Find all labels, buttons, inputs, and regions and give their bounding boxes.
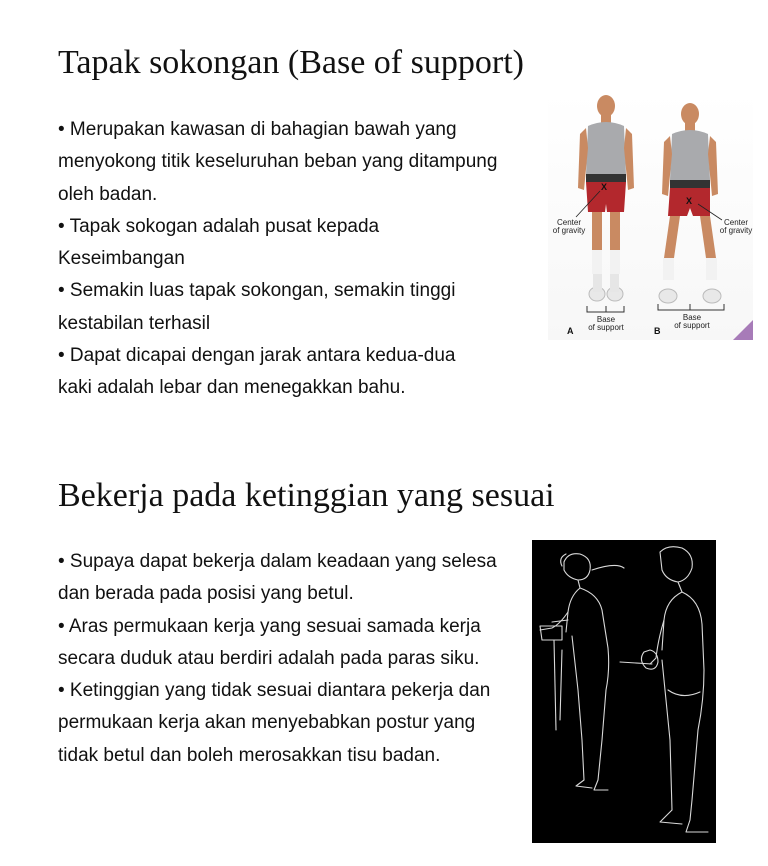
worker-right-sketch (620, 547, 708, 832)
text-line: • Ketinggian yang tidak sesuai diantara pekerja dan (58, 680, 491, 702)
text-line: oleh badan. (58, 183, 158, 205)
text-line: kestabilan terhasil (58, 312, 211, 334)
base-of-support-text (58, 114, 497, 405)
text-line: • Semakin luas tapak sokongan, semakin tinggi (58, 280, 456, 302)
text-line: menyokong titik keseluruhan beban yang ditampung (58, 151, 498, 173)
text-line: • Supaya dapat bekerja dalam keadaan yang selesa (58, 551, 497, 572)
base-of-support-label-b: Base of support (674, 313, 710, 330)
working-height-text (58, 546, 497, 772)
workers-sketch-illustration (532, 540, 716, 843)
text-line: kaki adalah lebar dan menegakkan bahu. (58, 377, 406, 399)
text-line: dan berada pada posisi yang betul. (58, 583, 354, 605)
working-height-figure (532, 540, 716, 843)
text-line: • Dapat dicapai dengan jarak antara kedua-dua (58, 345, 456, 367)
worker-left-sketch (540, 554, 624, 790)
figure-a-narrow-stance (576, 95, 634, 312)
text-line: secara duduk atau berdiri adalah pada paras siku. (58, 647, 480, 669)
figure-b-wide-stance (658, 103, 724, 310)
text-line: • Aras permukaan kerja yang sesuai samada kerja (58, 615, 481, 637)
text-line: Keseimbangan (58, 248, 185, 270)
panel-label-a: A (567, 326, 574, 336)
text-line: tidak betul dan boleh merosakkan tisu badan. (58, 744, 441, 766)
center-of-gravity-label-right: Center of gravity (719, 218, 753, 235)
base-of-support-figure (548, 92, 753, 340)
base-of-support-label-a: Base of support (588, 315, 624, 332)
text-line: • Merupakan kawasan di bahagian bawah yang (58, 119, 457, 140)
text-line: permukaan kerja akan menyebabkan postur yang (58, 712, 476, 734)
section-title-working-height: Bekerja pada ketinggian yang sesuai (58, 477, 555, 514)
standing-men-illustration (548, 92, 753, 340)
cog-mark-a: X (601, 182, 608, 192)
cog-mark-b: X (686, 196, 693, 206)
text-line: • Tapak sokogan adalah pusat kepada (58, 215, 380, 237)
panel-label-b: B (654, 326, 661, 336)
center-of-gravity-label-left: Center of gravity (552, 218, 586, 235)
section-title-base-of-support: Tapak sokongan (Base of support) (58, 44, 524, 81)
